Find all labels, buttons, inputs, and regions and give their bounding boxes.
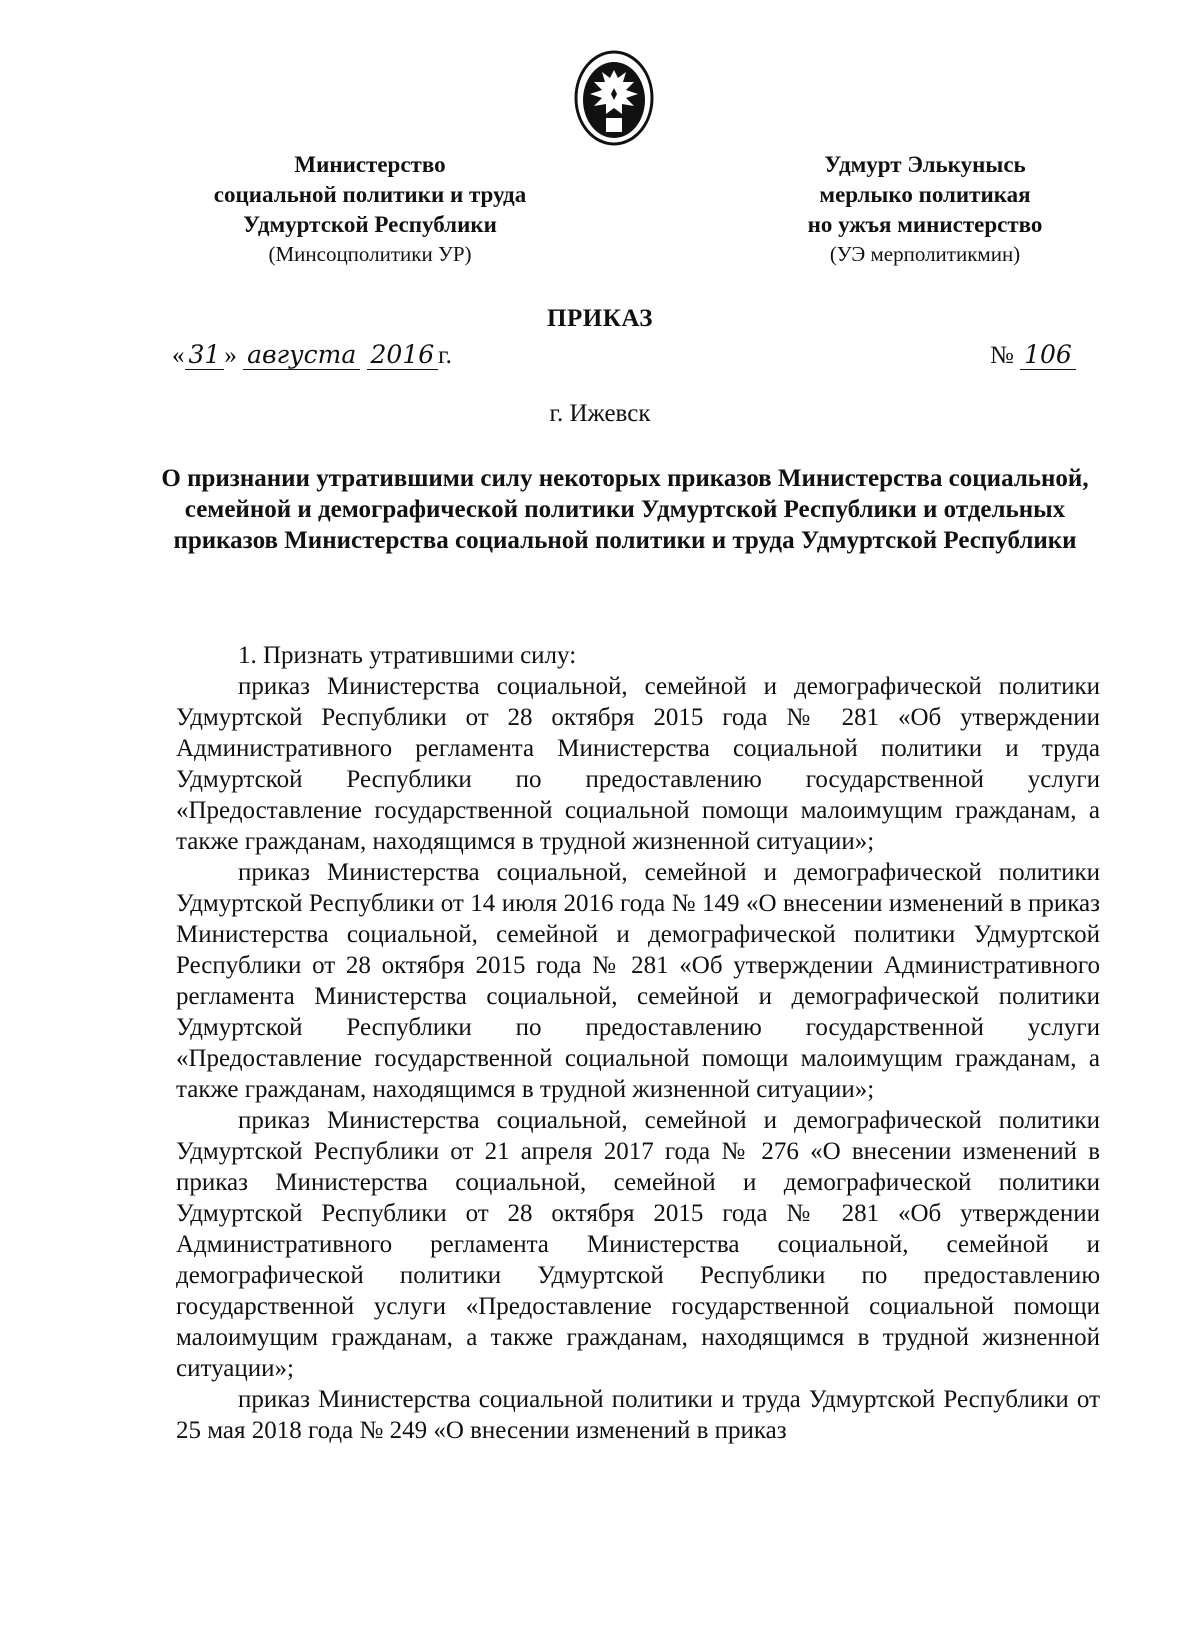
ministry-abbreviation: (Минсоцполитики УР) bbox=[268, 242, 472, 266]
date-day: 31 bbox=[185, 340, 225, 370]
order-number bbox=[990, 340, 1076, 370]
number-value: 106 bbox=[1020, 340, 1076, 370]
number-label: № bbox=[990, 342, 1014, 369]
ministry-udmurt-line-2: мерлыко политикая bbox=[819, 182, 1031, 207]
ministry-udmurt-line-1: Удмурт Элькунысь bbox=[824, 152, 1026, 177]
ministry-line-3: Удмуртской Республики bbox=[243, 212, 497, 237]
document-body bbox=[176, 640, 1100, 1446]
date-close-quote: » bbox=[224, 342, 237, 369]
city: г. Ижевск bbox=[549, 400, 651, 427]
document-type: ПРИКАЗ bbox=[547, 305, 653, 332]
ministry-name-russian bbox=[150, 150, 590, 268]
date-suffix: г. bbox=[438, 342, 452, 369]
ministry-name-udmurt bbox=[705, 150, 1145, 268]
clause-1: 1. Признать утратившими силу: bbox=[238, 642, 577, 669]
paragraph: приказ Министерства социальной, семейной и демографической политики Удмуртской Республики от 28 октября 2015 года № 281 «Об утверждении Административного регламента Министерства социальной политики и труда Удмуртской Республики по предоставлению государственной услуги «Предоставление государственной социальной помощи малоимущим гражданам, а также гражданам, находящимся в трудной жизненной ситуации»; bbox=[176, 673, 1100, 855]
paragraph: приказ Министерства социальной политики и труда Удмуртской Республики от 25 мая 2018 года № 249 «О внесении изменений в приказ bbox=[176, 1386, 1100, 1444]
coat-of-arms-icon bbox=[572, 48, 656, 148]
date-month: августа bbox=[243, 340, 360, 370]
paragraph: приказ Министерства социальной, семейной и демографической политики Удмуртской Республики от 21 апреля 2017 года № 276 «О внесении изменений в приказ Министерства социальной, семейной и демографической политики Удмуртской Республики от 28 октября 2015 года № 281 «Об утверждении Административного регламента Министерства социальной, семейной и демографической политики Удмуртской Республики по предоставлению государственной услуги «Предоставление государственной социальной помощи малоимущим гражданам, а также гражданам, находящимся в трудной жизненной ситуации»; bbox=[176, 1107, 1100, 1382]
date-year: 2016 bbox=[367, 340, 439, 370]
ministry-udmurt-abbreviation: (УЭ мерполитикмин) bbox=[829, 242, 1021, 266]
date-open-quote: « bbox=[172, 342, 185, 369]
paragraph: приказ Министерства социальной, семейной и демографической политики Удмуртской Республики от 14 июля 2016 года № 149 «О внесении изменений в приказ Министерства социальной, семейной и демографической политики Удмуртской Республики от 28 октября 2015 года № 281 «Об утверждении Административного регламента Министерства социальной, семейной и демографической политики Удмуртской Республики по предоставлению государственной услуги «Предоставление государственной социальной помощи малоимущим гражданам, а также гражданам, находящимся в трудной жизненной ситуации»; bbox=[176, 859, 1100, 1103]
document-title: О признании утратившими силу некоторых приказов Министерства социальной, семейной и демографической политики Удмуртской Республики и отдельных приказов Министерства социальной политики и труда Удмуртской Республики bbox=[161, 465, 1089, 554]
ministry-line-1: Министерство bbox=[294, 152, 446, 177]
ministry-line-2: социальной политики и труда bbox=[213, 182, 527, 207]
order-date bbox=[172, 340, 452, 370]
ministry-udmurt-line-3: но ужъя министерство bbox=[807, 212, 1043, 237]
